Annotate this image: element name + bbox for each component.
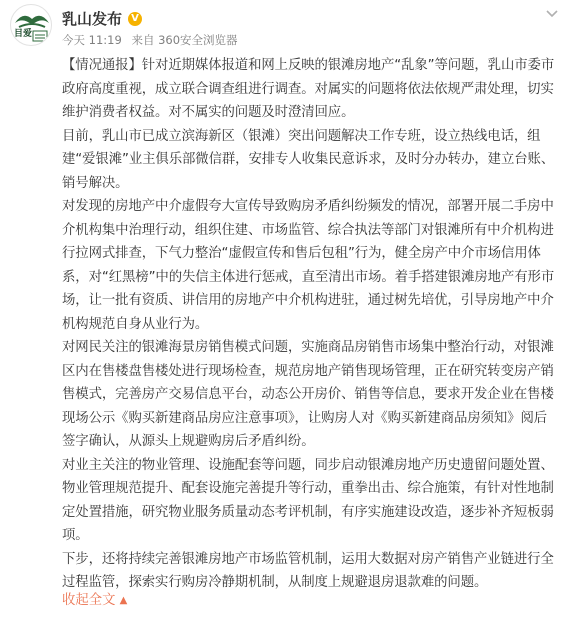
collapse-full-text-link[interactable] — [62, 589, 127, 612]
author-name[interactable]: 乳山发布 — [62, 10, 123, 28]
post-paragraph: 对业主关注的物业管理、设施配套等问题，同步启动银滩房地产历史遗留问题处置、物业管理规范提升、配套设施完善提升等行动，重拳出击、综合施策，有针对性地制定处置措施，研究物业服务质量动态考评机制，有序实施建设改造，逐步补齐短板弱项。 — [62, 457, 554, 543]
chevron-down-icon[interactable] — [544, 8, 560, 22]
post-meta — [62, 32, 532, 48]
chevron-up-icon: ▲ — [119, 595, 128, 606]
post-paragraph: 目前，乳山市已成立滨海新区（银滩）突出问题解决工作专班，设立热线电话，组建“爱银滩”业主俱乐部微信群，安排专人收集民意诉求，及时分办转办，建立台账、销号解决。 — [62, 128, 555, 191]
name-row — [62, 8, 532, 30]
post-paragraph: 对网民关注的银滩海景房销售模式问题，实施商品房销售市场集中整治行动，对银滩区内在售楼盘售楼处进行现场检查，规范房地产销售现场管理，正在研究转变房产销售模式，完善房产交易信息平台，动态公开房价、销售等信息，要求开发企业在售楼现场公示《购买新建商品房应注意事项》，让购房人对《购买新建商品房须知》阅后签字确认，从源头上规避购房后矛盾纠纷。 — [62, 340, 554, 449]
post-source: 来自 360安全浏览器 — [131, 33, 238, 47]
collapse-label: 收起全文 — [62, 593, 116, 608]
post-content — [62, 54, 560, 595]
avatar[interactable] — [10, 4, 52, 46]
post-header — [62, 8, 532, 48]
post-paragraph: 下步，还将持续完善银滩房地产市场监管机制，运用大数据对房产销售产业链进行全过程监管，探索实行购房冷静期机制，从制度上规避退房退款难的问题。 — [62, 551, 554, 590]
post-paragraph: 【情况通报】针对近期媒体报道和网上反映的银滩房地产“乱象”等问题，乳山市委市政府高度重视，成立联合调查组进行调查。对属实的问题将依法依规严肃处理，切实维护消费者权益。对不属实的问题及时澄清回应。 — [62, 58, 555, 120]
avatar-logo-icon — [11, 5, 52, 46]
post-time[interactable]: 今天 11:19 — [62, 33, 122, 47]
post-paragraph: 对发现的房地产中介虚假夸大宣传导致购房矛盾纠纷频发的情况，部署开展二手房中介机构集中治理行动，组织住建、市场监管、综合执法等部门对银滩所有中介机构进行拉网式排查，下气力整治“虚假宣传和售后包租”行为，健全房产中介市场信用体系，对“红黑榜”中的失信主体进行惩戒，直至清出市场。着手搭建银滩房地产有形市场，让一批有资质、讲信用的房地产中介机构进驻，通过树先培优，引导房地产中介机构规范自身从业行为。 — [62, 199, 555, 332]
verified-icon: V — [128, 12, 142, 26]
avatar-text: 目爱 — [14, 29, 33, 39]
